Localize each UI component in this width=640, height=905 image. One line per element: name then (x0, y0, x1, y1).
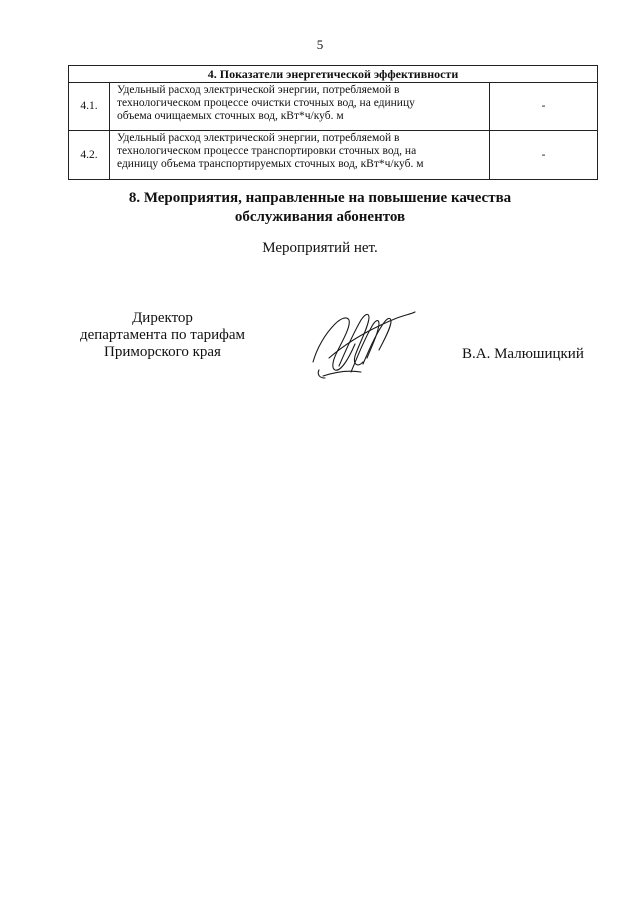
description-line: единицу объема транспортируемых сточных вод, кВт*ч/куб. м (117, 158, 424, 170)
description-line: Удельный расход электрической энергии, потребляемой в (117, 132, 400, 144)
table-row (69, 131, 598, 180)
signer-title-line: Приморского края (104, 344, 221, 360)
description-line: Удельный расход электрической энергии, потребляемой в (117, 84, 400, 96)
section-heading-line: обслуживания абонентов (234, 209, 406, 225)
row-description (110, 83, 490, 131)
row-value: - (490, 83, 598, 131)
page-number: 5 (316, 37, 324, 52)
section-8-text: Мероприятий нет. (262, 240, 378, 256)
section-8-heading (0, 189, 640, 227)
description-line: технологическом процессе очистки сточных вод, на единицу (117, 97, 415, 109)
table-section-header: 4. Показатели энергетической эффективности (69, 66, 598, 83)
handwritten-signature (305, 300, 420, 385)
row-value: - (490, 131, 598, 180)
indicators-table (68, 65, 598, 180)
row-number: 4.2. (69, 131, 110, 180)
signer-title (55, 310, 270, 361)
signer-name: В.А. Малюшицкий (462, 346, 584, 362)
table-row (69, 83, 598, 131)
row-description (110, 131, 490, 180)
row-number: 4.1. (69, 83, 110, 131)
table-section-row (69, 66, 598, 83)
section-heading-line: 8. Мероприятия, направленные на повышение качества (128, 190, 512, 206)
signer-title-line: департамента по тарифам (79, 327, 246, 343)
signer-title-line: Директор (132, 310, 193, 326)
description-line: технологическом процессе транспортировки сточных вод, на (117, 145, 417, 157)
description-line: объема очищаемых сточных вод, кВт*ч/куб. м (117, 110, 344, 122)
